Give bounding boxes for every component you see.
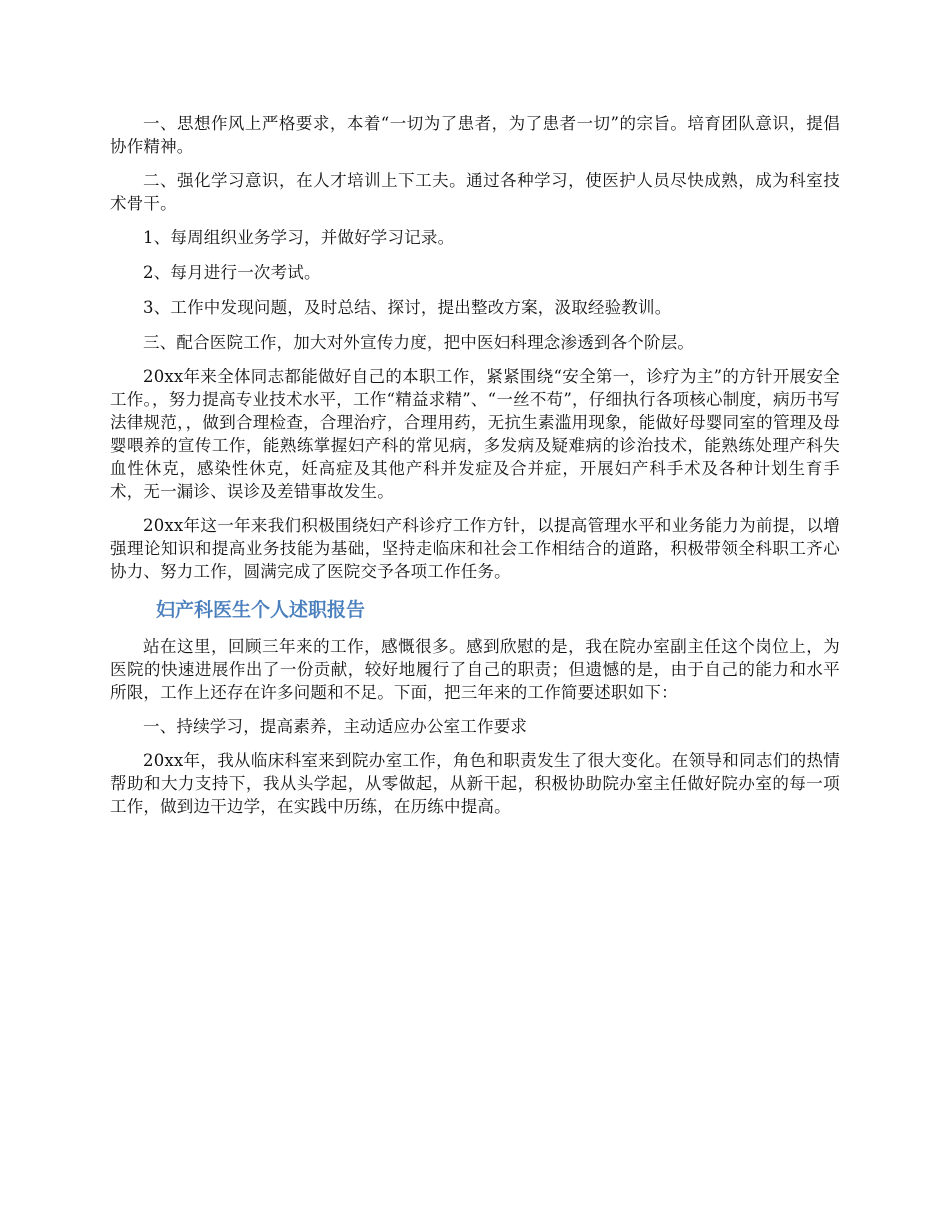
paragraph-principle-one: 一、思想作风上严格要求，本着“一切为了患者，为了患者一切”的宗旨。培育团队意识，提倡协作精神。 — [110, 114, 840, 156]
paragraph-safety-work: 20xx年来全体同志都能做好自己的本职工作，紧紧围绕“安全第一，诊疗为主”的方针开展安全工作。，努力提高专业技术水平，工作“精益求精”、“一丝不苟”，仔细执行各项核心制度，病历书写法律规范，，做到合理检查，合理治疗，合理用药，无抗生素滥用现象，能做好母婴同室的管理及母婴喂养的宣传工作，能熟练掌握妇产科的常见病，多发病及疑难病的诊治技术，能熟练处理产科失血性休克，感染性休克，妊高症及其他产科并发症及合并症，开展妇产科手术及各种计划生育手术，无一漏诊、误诊及差错事故发生。 — [110, 367, 840, 501]
paragraph-year-summary: 20xx年这一年来我们积极围绕妇产科诊疗工作方针，以提高管理水平和业务能力为前提，以增强理论知识和提高业务技能为基础，坚持走临床和社会工作相结合的道路，积极带领全科职工齐心协力、努力工作，圆满完成了医院交予各项工作任务。 — [110, 516, 840, 581]
list-item-problem-summary: 3、工作中发现问题，及时总结、探讨，提出整改方案，汲取经验教训。 — [143, 298, 672, 317]
list-item-weekly-study: 1、每周组织业务学习，并做好学习记录。 — [143, 228, 455, 247]
paragraph-principle-three: 三、配合医院工作，加大对外宣传力度，把中医妇科理念渗透到各个阶层。 — [143, 333, 695, 352]
list-item-monthly-exam: 2、每月进行一次考试。 — [143, 263, 321, 282]
section-heading: 妇产科医生个人述职报告 — [156, 599, 366, 621]
paragraph-principle-two: 二、强化学习意识，在人才培训上下工夫。通过各种学习，使医护人员尽快成熟，成为科室技术骨干。 — [110, 171, 840, 213]
paragraph-report-detail: 20xx年，我从临床科室来到院办室工作，角色和职责发生了很大变化。在领导和同志们的热情帮助和大力支持下，我从头学起，从零做起，从新干起，积极协助院办室主任做好院办室的每一项工作，做到边干边学，在实践中历练，在历练中提高。 — [110, 751, 840, 816]
document-body — [110, 112, 840, 829]
paragraph-report-point-one: 一、持续学习，提高素养，主动适应办公室工作要求 — [143, 717, 528, 736]
paragraph-report-intro: 站在这里，回顾三年来的工作，感慨很多。感到欣慰的是，我在院办室副主任这个岗位上，为医院的快速进展作出了一份贡献，较好地履行了自己的职责；但遗憾的是，由于自己的能力和水平所限，工作上还存在许多问题和不足。下面，把三年来的工作简要述职如下： — [110, 637, 840, 702]
